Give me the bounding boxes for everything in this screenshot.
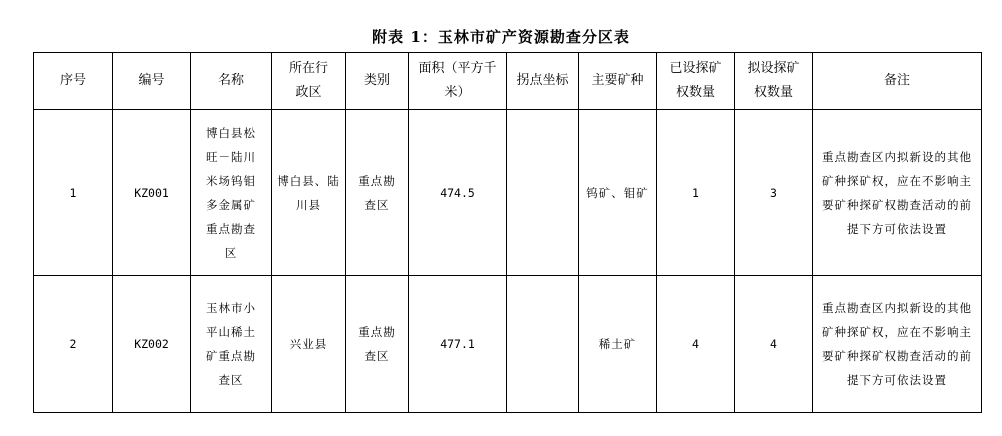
header-row xyxy=(34,53,982,110)
row-seq: 2 xyxy=(34,276,113,413)
row-name: 玉林市小平山稀土矿重点勘查区 xyxy=(206,301,256,387)
row-name: 博白县松旺－陆川米场钨钼多金属矿重点勘查区 xyxy=(206,125,256,260)
header-type: 类别 xyxy=(346,53,409,110)
header-seq: 序号 xyxy=(34,53,113,110)
header-admin xyxy=(272,53,346,110)
header-remark: 备注 xyxy=(813,53,982,110)
row-area: 477.1 xyxy=(409,276,507,413)
row-existing: 1 xyxy=(657,110,735,276)
row-remark-cell xyxy=(813,276,982,413)
row-seq: 1 xyxy=(34,110,113,276)
row-admin: 博白县、陆川县 xyxy=(277,173,340,212)
row-admin-cell xyxy=(272,276,346,413)
exploration-zone-table xyxy=(33,52,982,413)
table-row xyxy=(34,110,982,276)
row-type-cell xyxy=(346,110,409,276)
row-coords xyxy=(507,276,579,413)
row-admin-cell xyxy=(272,110,346,276)
header-area xyxy=(409,53,507,110)
row-type: 重点勘查区 xyxy=(358,173,396,212)
row-name-cell xyxy=(191,276,272,413)
header-mineral: 主要矿种 xyxy=(579,53,657,110)
header-area-label: 面积（平方千米） xyxy=(418,61,497,100)
row-type-cell xyxy=(346,276,409,413)
row-existing: 4 xyxy=(657,276,735,413)
row-area: 474.5 xyxy=(409,110,507,276)
row-remark-cell xyxy=(813,110,982,276)
row-mineral: 稀土矿 xyxy=(579,276,657,413)
row-remark: 重点勘查区内拟新设的其他矿种探矿权，应在不影响主要矿种探矿权勘查活动的前提下方可依法设置 xyxy=(822,301,972,387)
row-mineral: 钨矿、钼矿 xyxy=(579,110,657,276)
header-planned xyxy=(735,53,813,110)
header-name: 名称 xyxy=(191,53,272,110)
header-existing xyxy=(657,53,735,110)
table-title: 附表 1：玉林市矿产资源勘查分区表 xyxy=(372,28,630,46)
header-coords: 拐点坐标 xyxy=(507,53,579,110)
row-name-cell xyxy=(191,110,272,276)
row-code: KZ001 xyxy=(113,110,191,276)
row-planned: 4 xyxy=(735,276,813,413)
header-existing-label: 已设探矿权数量 xyxy=(669,61,722,100)
header-code: 编号 xyxy=(113,53,191,110)
row-coords xyxy=(507,110,579,276)
row-code: KZ002 xyxy=(113,276,191,413)
header-planned-label: 拟设探矿权数量 xyxy=(747,61,800,100)
row-admin: 兴业县 xyxy=(289,337,328,351)
header-admin-label: 所在行政区 xyxy=(288,61,328,100)
row-planned: 3 xyxy=(735,110,813,276)
table-row xyxy=(34,276,982,413)
row-remark: 重点勘查区内拟新设的其他矿种探矿权，应在不影响主要矿种探矿权勘查活动的前提下方可依法设置 xyxy=(822,149,972,236)
row-type: 重点勘查区 xyxy=(358,325,396,363)
